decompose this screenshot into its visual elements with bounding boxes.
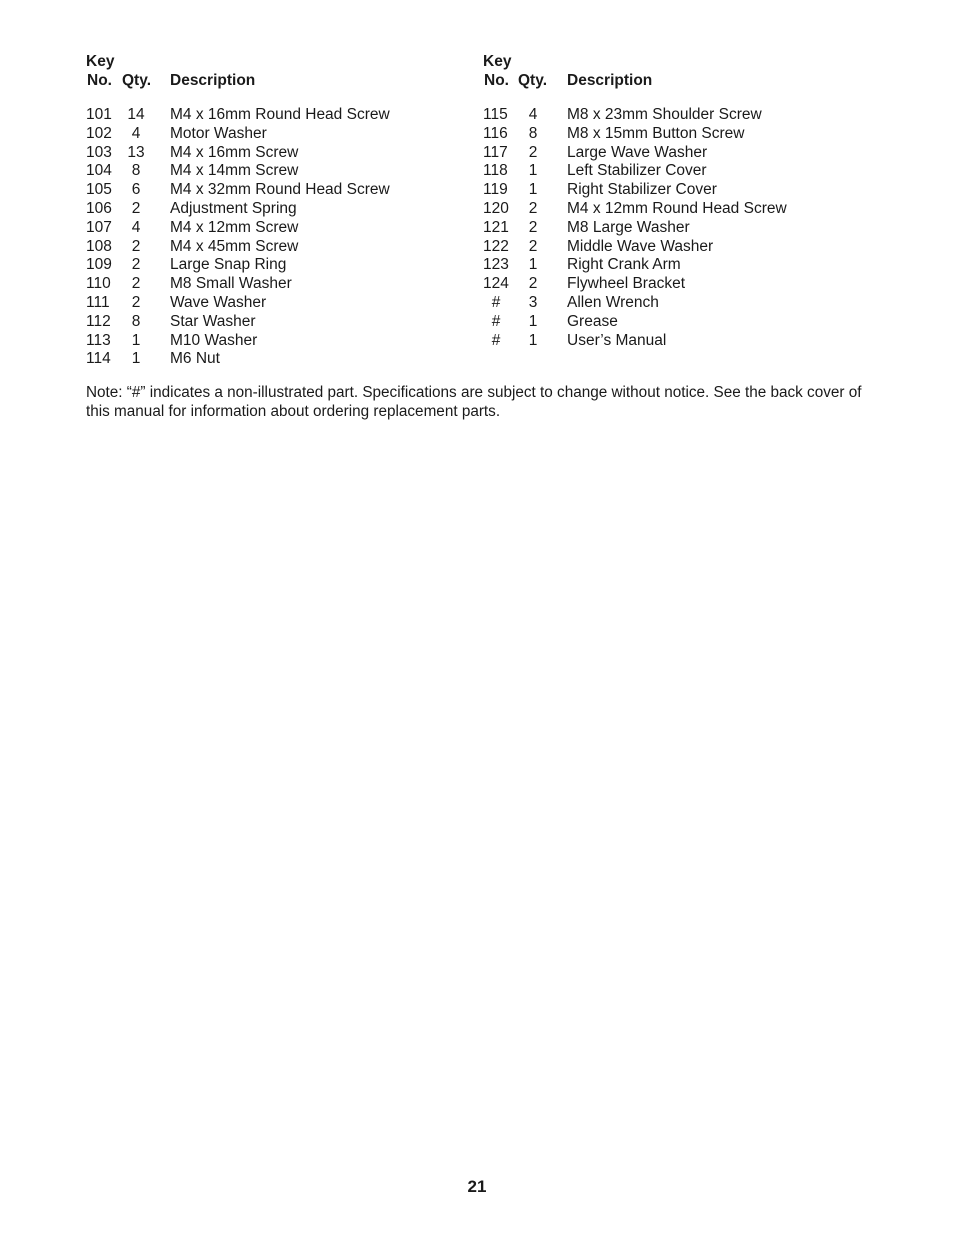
- part-quantity: 1: [528, 162, 538, 180]
- part-quantity: 1: [131, 331, 141, 349]
- part-key-number: #: [491, 312, 501, 330]
- part-description: M4 x 14mm Screw: [170, 162, 299, 180]
- part-description: Right Crank Arm: [567, 256, 681, 274]
- part-row: [483, 219, 883, 238]
- parts-rows-left: [86, 106, 486, 369]
- part-description: Right Stabilizer Cover: [567, 181, 717, 199]
- part-quantity: 3: [528, 293, 538, 311]
- part-key-number: 115: [483, 106, 508, 123]
- part-description: M4 x 32mm Round Head Screw: [170, 181, 390, 199]
- part-description: Motor Washer: [170, 124, 267, 142]
- part-row: [483, 275, 883, 294]
- part-quantity: 6: [131, 181, 141, 199]
- part-quantity: 4: [131, 124, 141, 142]
- part-row: [86, 294, 486, 313]
- part-quantity: 2: [528, 237, 538, 255]
- part-description: M4 x 16mm Round Head Screw: [170, 106, 390, 123]
- page-number: 21: [467, 1177, 487, 1196]
- part-description: Large Snap Ring: [170, 256, 287, 274]
- part-quantity: 2: [528, 275, 538, 293]
- part-row: [483, 144, 883, 163]
- part-quantity: 1: [528, 181, 538, 199]
- part-description: M6 Nut: [170, 350, 220, 368]
- header-description: Description: [567, 72, 653, 89]
- part-row: [483, 125, 883, 144]
- part-quantity: 2: [528, 218, 538, 236]
- part-description: Wave Washer: [170, 293, 267, 311]
- part-row: [86, 162, 486, 181]
- part-row: [483, 313, 883, 332]
- part-key-number: 102: [86, 124, 112, 142]
- part-description: M4 x 12mm Round Head Screw: [567, 199, 787, 217]
- part-row: [86, 200, 486, 219]
- header-qty: Qty.: [122, 72, 151, 89]
- part-row: [86, 181, 486, 200]
- part-row: [86, 106, 486, 125]
- part-key-number: 116: [483, 124, 508, 142]
- header-qty: Qty.: [518, 72, 547, 89]
- part-quantity: 14: [127, 106, 145, 123]
- part-row: [86, 125, 486, 144]
- part-description: Left Stabilizer Cover: [567, 162, 707, 180]
- part-quantity: 2: [131, 293, 141, 311]
- part-quantity: 2: [528, 199, 538, 217]
- part-description: M4 x 12mm Screw: [170, 218, 299, 236]
- part-description: Adjustment Spring: [170, 199, 297, 217]
- parts-rows-right: [483, 106, 883, 350]
- part-key-number: 119: [483, 181, 508, 199]
- part-key-number: 117: [483, 143, 508, 161]
- part-key-number: 113: [86, 331, 111, 349]
- part-description: Middle Wave Washer: [567, 237, 714, 255]
- part-key-number: 107: [86, 218, 112, 236]
- part-key-number: #: [491, 293, 501, 311]
- part-quantity: 4: [528, 106, 538, 123]
- part-description: M8 x 23mm Shoulder Screw: [567, 106, 762, 123]
- part-quantity: 13: [127, 143, 145, 161]
- part-row: [86, 332, 486, 351]
- part-row: [86, 256, 486, 275]
- part-quantity: 1: [131, 350, 141, 368]
- part-description: Star Washer: [170, 312, 256, 330]
- parts-note: Note: “#” indicates a non-illustrated part. Specifications are subject to change without notice. See the back cover of this manual for information about ordering replacement parts.: [86, 384, 862, 420]
- part-description: M8 x 15mm Button Screw: [567, 124, 745, 142]
- part-key-number: 101: [86, 106, 112, 123]
- part-quantity: 1: [528, 256, 538, 274]
- part-key-number: 109: [86, 256, 112, 274]
- part-key-number: 123: [483, 256, 509, 274]
- part-key-number: 122: [483, 237, 509, 255]
- part-row: [483, 162, 883, 181]
- part-quantity: 4: [131, 218, 141, 236]
- part-key-number: 120: [483, 199, 509, 217]
- parts-list: [0, 52, 954, 382]
- part-row: [86, 238, 486, 257]
- part-quantity: 2: [131, 237, 141, 255]
- part-row: [86, 219, 486, 238]
- part-key-number: 118: [483, 162, 508, 180]
- part-description: Grease: [567, 312, 618, 330]
- part-description: M10 Washer: [170, 331, 258, 349]
- part-key-number: 104: [86, 162, 112, 180]
- part-description: Large Wave Washer: [567, 143, 708, 161]
- header-key: Key: [86, 53, 115, 70]
- part-row: [86, 313, 486, 332]
- part-quantity: 2: [131, 256, 141, 274]
- part-key-number: 111: [86, 293, 110, 311]
- part-description: User’s Manual: [567, 331, 667, 349]
- part-description: M4 x 16mm Screw: [170, 143, 299, 161]
- part-key-number: 105: [86, 181, 112, 199]
- part-description: M4 x 45mm Screw: [170, 237, 299, 255]
- part-row: [483, 294, 883, 313]
- part-row: [86, 275, 486, 294]
- part-quantity: 1: [528, 312, 538, 330]
- part-description: Flywheel Bracket: [567, 275, 686, 293]
- part-row: [483, 256, 883, 275]
- part-key-number: 106: [86, 199, 112, 217]
- part-key-number: 112: [86, 312, 111, 330]
- part-description: M8 Large Washer: [567, 218, 690, 236]
- part-description: Allen Wrench: [567, 293, 659, 311]
- part-row: [483, 238, 883, 257]
- part-row: [483, 181, 883, 200]
- header-description: Description: [170, 72, 256, 89]
- part-key-number: #: [491, 331, 501, 349]
- part-row: [86, 350, 486, 369]
- part-quantity: 8: [131, 162, 141, 180]
- part-key-number: 121: [483, 218, 509, 236]
- header-key: Key: [483, 53, 512, 70]
- part-quantity: 8: [131, 312, 141, 330]
- part-quantity: 8: [528, 124, 538, 142]
- part-quantity: 2: [131, 199, 141, 217]
- header-no: No.: [484, 72, 509, 89]
- part-row: [483, 332, 883, 351]
- part-quantity: 2: [528, 143, 538, 161]
- parts-column-right: [483, 52, 883, 350]
- part-key-number: 114: [86, 350, 111, 368]
- parts-column-left: [86, 52, 486, 369]
- part-row: [483, 106, 883, 125]
- part-row: [483, 200, 883, 219]
- part-key-number: 124: [483, 275, 509, 293]
- part-row: [86, 144, 486, 163]
- column-header: [483, 52, 883, 92]
- part-key-number: 108: [86, 237, 112, 255]
- part-key-number: 103: [86, 143, 112, 161]
- part-key-number: 110: [86, 275, 111, 293]
- column-header: [86, 52, 486, 92]
- part-description: M8 Small Washer: [170, 275, 292, 293]
- part-quantity: 1: [528, 331, 538, 349]
- header-no: No.: [87, 72, 112, 89]
- part-quantity: 2: [131, 275, 141, 293]
